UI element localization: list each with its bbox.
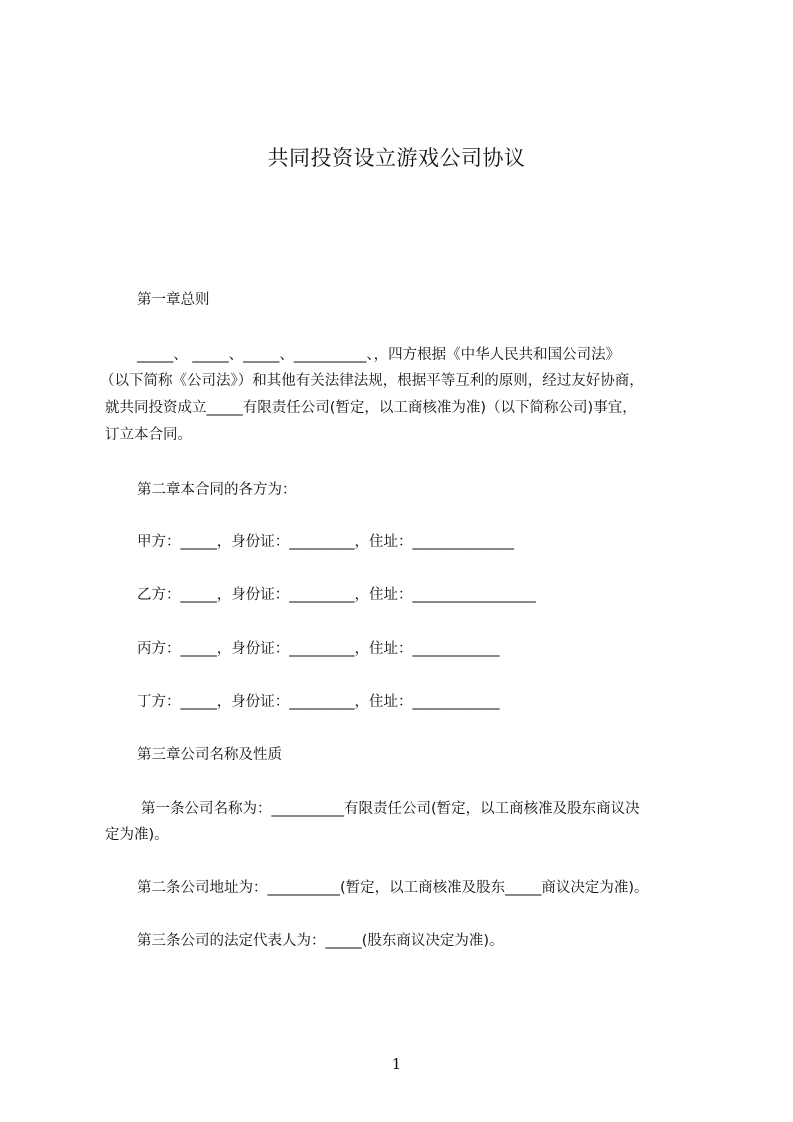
paragraph-line: 就共同投资成立_____有限责任公司(暂定，以工商核准为准)（以下简称公司)事宜， <box>105 400 637 416</box>
article-1-line: 定为准)。 <box>105 827 169 843</box>
chapter-1-heading: 第一章总则 <box>137 292 210 308</box>
article-3: 第三条公司的法定代表人为：_____(股东商议决定为准)。 <box>137 933 504 949</box>
paragraph-line: 订立本合同。 <box>105 427 192 443</box>
page-number: 1 <box>391 1055 402 1073</box>
article-1-line: 第一条公司名称为：__________有限责任公司(暂定，以工商核准及股东商议决 <box>141 801 640 817</box>
chapter-3-heading: 第三章公司名称及性质 <box>137 747 282 763</box>
paragraph-line: （以下简称《公司法》）和其他有关法律法规，根据平等互利的原则，经过友好协商， <box>100 373 644 389</box>
party-d-line: 丁方：_____，身份证：_________，住址：____________ <box>137 694 500 710</box>
party-a-line: 甲方：_____，身份证：_________，住址：______________ <box>137 534 514 550</box>
article-2: 第二条公司地址为：__________(暂定，以工商核准及股东_____商议决定为准)。 <box>137 880 649 896</box>
party-b-line: 乙方：_____，身份证：_________，住址：_________________ <box>137 587 536 603</box>
chapter-2-heading: 第二章本合同的各方为： <box>137 482 297 498</box>
party-c-line: 丙方：_____，身份证：_________，住址：____________ <box>137 641 500 657</box>
document-title: 共同投资设立游戏公司协议 <box>267 146 526 170</box>
paragraph-line: _____、 _____、_____、__________、，四方根据《中华人民共和国公司法》 <box>137 347 621 363</box>
